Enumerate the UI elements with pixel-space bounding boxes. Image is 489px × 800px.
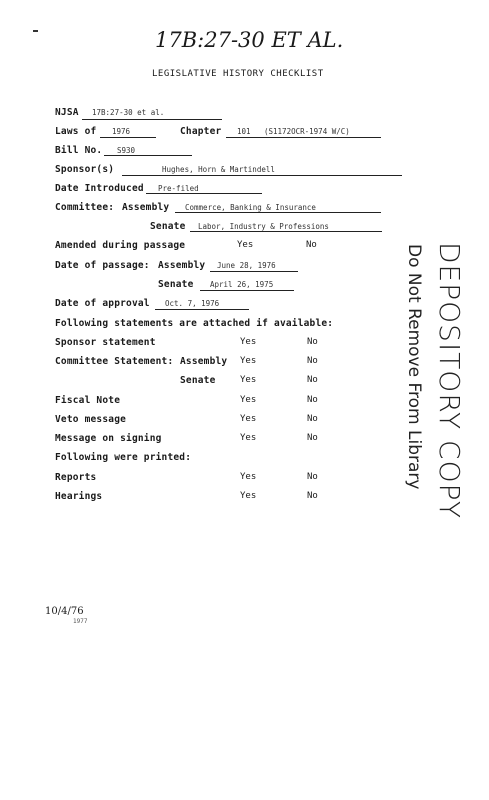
veto-message-no: No <box>307 414 318 424</box>
laws-of-label: Laws of <box>55 126 97 137</box>
njsa-value: 17B:27-30 et al. <box>92 108 165 117</box>
reports-label: Reports <box>55 472 97 483</box>
fiscal-note-yes: Yes <box>240 395 257 405</box>
footer-note: 1977 <box>73 618 88 625</box>
reports-yes: Yes <box>240 472 257 482</box>
passage-label: Date of passage: <box>55 260 150 271</box>
do-not-remove-stamp: Do Not Remove From Library <box>404 244 424 490</box>
printed-heading: Following were printed: <box>55 452 192 463</box>
amended-no: No <box>306 240 317 250</box>
sponsors-value: Hughes, Horn & Martindell <box>162 165 275 174</box>
chapter-label: Chapter <box>180 126 222 137</box>
committee-senate-value: Labor, Industry & Professions <box>198 222 329 231</box>
amended-yes: Yes <box>237 240 254 250</box>
passage-senate-value: April 26, 1975 <box>210 280 274 289</box>
approval-underline <box>155 309 249 310</box>
sponsors-underline <box>122 175 402 176</box>
sponsor-statement-label: Sponsor statement <box>55 337 156 348</box>
amended-label: Amended during passage <box>55 240 186 251</box>
committee-statement-senate-yes: Yes <box>240 375 257 385</box>
committee-assembly-label: Assembly <box>122 202 170 213</box>
hearings-label: Hearings <box>55 491 103 502</box>
message-on-signing-yes: Yes <box>240 433 257 443</box>
veto-message-yes: Yes <box>240 414 257 424</box>
date-introduced-underline <box>146 193 262 194</box>
committee-statement-senate-no: No <box>307 375 318 385</box>
passage-assembly-value: June 28, 1976 <box>217 261 276 270</box>
committee-statement-senate-label: Senate <box>180 375 216 386</box>
depository-copy-stamp: DEPOSITORY COPY <box>433 242 466 519</box>
committee-label: Committee: <box>55 202 115 213</box>
fiscal-note-no: No <box>307 395 318 405</box>
chapter-underline <box>226 137 381 138</box>
sponsors-label: Sponsor(s) <box>55 164 115 175</box>
fiscal-note-label: Fiscal Note <box>55 395 121 406</box>
approval-value: Oct. 7, 1976 <box>165 299 220 308</box>
approval-label: Date of approval <box>55 298 150 309</box>
page-title: LEGISLATIVE HISTORY CHECKLIST <box>152 69 324 79</box>
handwritten-reference: 17B:27-30 ET AL. <box>155 28 344 52</box>
committee-statement-assembly-label: Assembly <box>180 356 228 367</box>
bill-no-label: Bill No. <box>55 145 103 156</box>
bill-no-underline <box>104 155 192 156</box>
chapter-note: (S1172OCR-1974 W/C) <box>264 127 350 136</box>
hearings-yes: Yes <box>240 491 257 501</box>
statements-heading: Following statements are attached if available: <box>55 318 334 329</box>
date-introduced-label: Date Introduced <box>55 183 144 194</box>
njsa-underline <box>82 119 222 120</box>
passage-senate-label: Senate <box>158 279 194 290</box>
passage-senate-underline <box>200 290 294 291</box>
footer-date: 10/4/76 <box>45 606 84 617</box>
veto-message-label: Veto message <box>55 414 127 425</box>
chapter-value: 101 <box>237 127 251 136</box>
reports-no: No <box>307 472 318 482</box>
bill-no-value: S930 <box>117 146 136 155</box>
committee-statement-assembly-no: No <box>307 356 318 366</box>
message-on-signing-no: No <box>307 433 318 443</box>
hearings-no: No <box>307 491 318 501</box>
committee-assembly-value: Commerce, Banking & Insurance <box>185 203 316 212</box>
message-on-signing-label: Message on signing <box>55 433 162 444</box>
committee-statement-label: Committee Statement: <box>55 356 174 367</box>
committee-assembly-underline <box>175 212 381 213</box>
committee-senate-label: Senate <box>150 221 186 232</box>
laws-of-underline <box>100 137 156 138</box>
njsa-label: NJSA <box>55 107 79 118</box>
sponsor-statement-yes: Yes <box>240 337 257 347</box>
stray-mark <box>33 30 38 32</box>
passage-assembly-label: Assembly <box>158 260 206 271</box>
passage-assembly-underline <box>210 271 298 272</box>
sponsor-statement-no: No <box>307 337 318 347</box>
committee-senate-underline <box>190 231 382 232</box>
laws-of-value: 1976 <box>112 127 131 136</box>
committee-statement-assembly-yes: Yes <box>240 356 257 366</box>
date-introduced-value: Pre-filed <box>158 184 199 193</box>
